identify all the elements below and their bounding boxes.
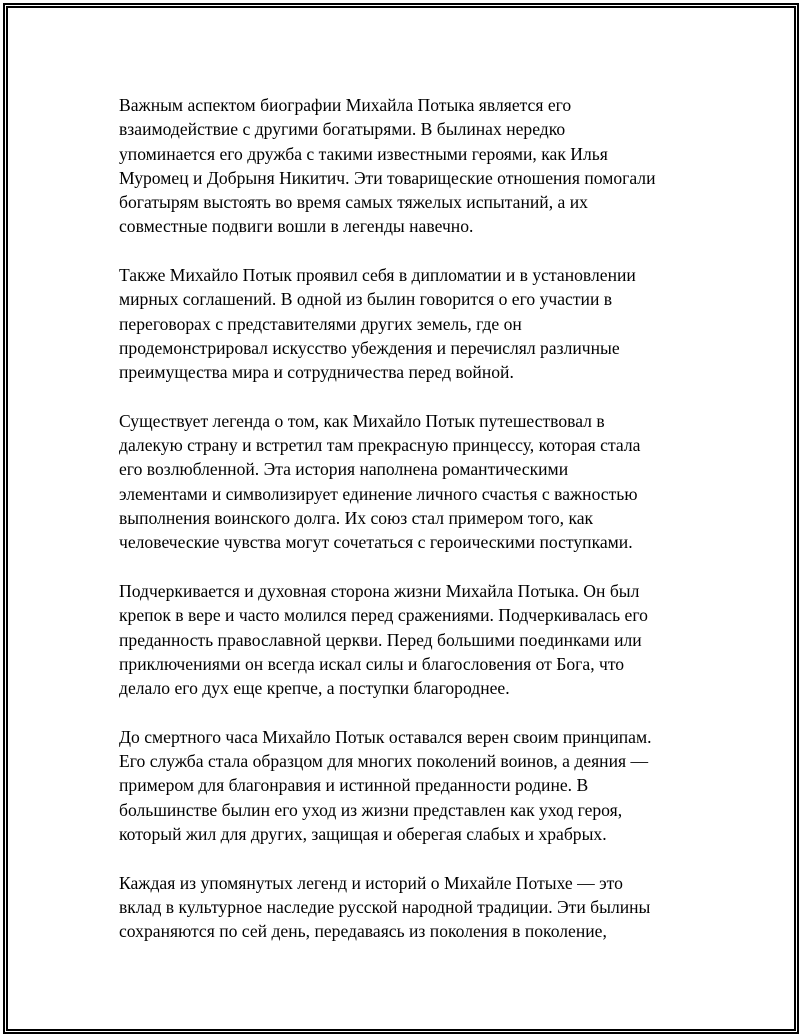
paragraph-diplomacy: Также Михайло Потык проявил себя в дипломатии и в установлении мирных соглашений. В одной из былин говорится о его участии в переговорах с представителями других земель, где он продемонстрировал искусство убеждения и перечислял различные преимущества мира и сотрудничества перед войной. xyxy=(119,265,636,383)
paragraph-spiritual-side: Подчеркивается и духовная сторона жизни Михайла Потыка. Он был крепок в вере и часто молился перед сражениями. Подчеркивалась его преданность православной церкви. Перед большими поединками или приключениями он всегда искал силы и благословения от Бога, что делало его дух еще крепче, а поступки благороднее. xyxy=(119,580,648,699)
paragraph-loyalty-to-principles: До смертного часа Михайло Потык оставался верен своим принципам. Его служба стала образцом для многих поколений воинов, а деяния — примером для благонравия и истинной преданности родине. В большинстве былин его уход из жизни представлен как уход героя, который жил для других, защищая и оберегая слабых и храбрых. xyxy=(119,726,652,844)
document-body xyxy=(119,93,694,968)
paragraph-interaction-with-bogatyrs: Важным аспектом биографии Михайла Потыка является его взаимодействие с другими богатырями. В былинах нередко упоминается его дружба с такими известными героями, как Илья Муромец и Добрыня Никитич. Эти товарищеские отношения помогали богатырям выстоять во время самых тяжелых испытаний, а их совместные подвиги вошли в легенды навечно. xyxy=(119,95,656,237)
paragraph-cultural-heritage: Каждая из упомянутых легенд и историй о Михайле Потыхе — это вклад в культурное наследие русской народной традиции. Эти былины сохраняются по сей день, передаваясь из поколения в поколение, xyxy=(119,872,651,942)
paragraph-princess-legend: Существует легенда о том, как Михайло Потык путешествовал в далекую страну и встретил там прекрасную принцессу, которая стала его возлюбленной. Эта история наполнена романтическими элементами и символизирует единение личного счастья с важностью выполнения воинского долга. Их союз стал примером того, как человеческие чувства могут сочетаться с героическими поступками. xyxy=(119,410,641,553)
